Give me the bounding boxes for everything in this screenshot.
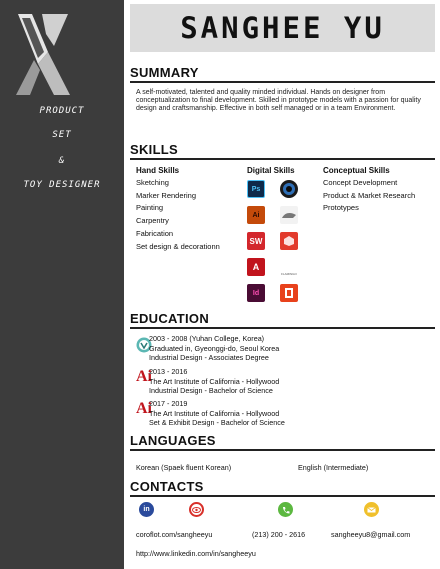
education-entry-1: 2003 - 2008 (Yuhan College, Korea) Graduated in, Gyeonggi-do, Seoul Korea Industrial Design - Associates Degree: [149, 334, 280, 362]
list-item: Set design & decorationn: [136, 241, 220, 251]
contacts-heading: CONTACTS: [130, 479, 204, 494]
indesign-icon: Id: [247, 284, 265, 302]
summary-text: A self-motivated, talented and quality minded individual. Hands on designer from conceptualization to final development. Skilled in prototype models with a passion for quality design and craftsmanship. Effective in both self managed or in a team Environment.: [136, 89, 421, 113]
tagline-line-1: PRODUCT: [39, 106, 85, 116]
keyshot-icon: [280, 180, 298, 198]
portfolio-eye-icon[interactable]: [189, 502, 204, 517]
flamingo-icon: FLAMINGO: [280, 258, 298, 276]
page-title: SANGHEE YU: [180, 11, 385, 45]
sidebar: [0, 0, 124, 569]
education-entry-2: 2013 - 2016 The Art Institute of California - Hollywood Industrial Design - Bachelor of Science: [149, 367, 280, 395]
skills-heading: SKILLS: [130, 142, 179, 157]
logo-icon: [14, 12, 72, 97]
languages-heading: LANGUAGES: [130, 433, 216, 448]
list-item: Marker Rendering: [136, 190, 197, 200]
list-item: Prototypes: [323, 203, 359, 213]
language-korean: Korean (Spaek fluent Korean): [136, 463, 232, 472]
list-item: Sketching: [136, 178, 169, 187]
svg-text:Ai: Ai: [136, 368, 152, 383]
skills-divider: [130, 158, 435, 160]
name-banner: [130, 4, 435, 52]
tagline-line-4: TOY DESIGNER: [23, 180, 101, 190]
solidworks-icon: SW: [247, 232, 265, 250]
summary-heading: SUMMARY: [130, 65, 199, 80]
contacts-divider: [130, 495, 435, 497]
digital-skills-heading: Digital Skills: [247, 166, 295, 175]
phone-number[interactable]: (213) 200 - 2616: [252, 530, 306, 539]
phone-icon[interactable]: [278, 502, 293, 517]
education-entry-3: 2017 - 2019 The Art Institute of California - Hollywood Set & Exhibit Design - Bachelor of Science: [149, 399, 285, 427]
sketchup-icon: [280, 232, 298, 250]
email-icon[interactable]: [364, 502, 379, 517]
list-item: Concept Development: [323, 178, 398, 187]
list-item: Fabrication: [136, 228, 174, 238]
linkedin-icon[interactable]: in: [139, 502, 154, 517]
languages-divider: [130, 449, 435, 451]
list-item: Carpentry: [136, 216, 169, 226]
hand-skills-heading: Hand Skills: [136, 166, 180, 175]
list-item: Painting: [136, 203, 164, 213]
portfolio-link[interactable]: coroflot.com/sangheeyu: [136, 530, 213, 539]
svg-text:Ai: Ai: [136, 400, 152, 415]
summary-divider: [130, 81, 435, 83]
autocad-icon: A: [247, 258, 265, 276]
rhino-icon: [280, 206, 298, 224]
language-english: English (Intermediate): [298, 463, 369, 472]
list-item: Product & Market Research: [323, 190, 416, 200]
illustrator-icon: Ai: [247, 206, 265, 224]
conceptual-skills-heading: Conceptual Skills: [323, 166, 390, 175]
office-icon: [280, 284, 298, 302]
linkedin-link[interactable]: http://www.linkedin.com/in/sangheeyu: [136, 549, 256, 558]
email-address[interactable]: sangheeyu8@gmail.com: [331, 530, 411, 539]
conceptual-skills-list: [323, 177, 415, 215]
education-heading: EDUCATION: [130, 311, 210, 326]
photoshop-icon: Ps: [247, 180, 265, 198]
tagline-line-3: &: [58, 156, 66, 166]
education-divider: [130, 327, 435, 329]
tagline-line-2: SET: [52, 130, 72, 140]
hand-skills-list: [136, 177, 220, 253]
